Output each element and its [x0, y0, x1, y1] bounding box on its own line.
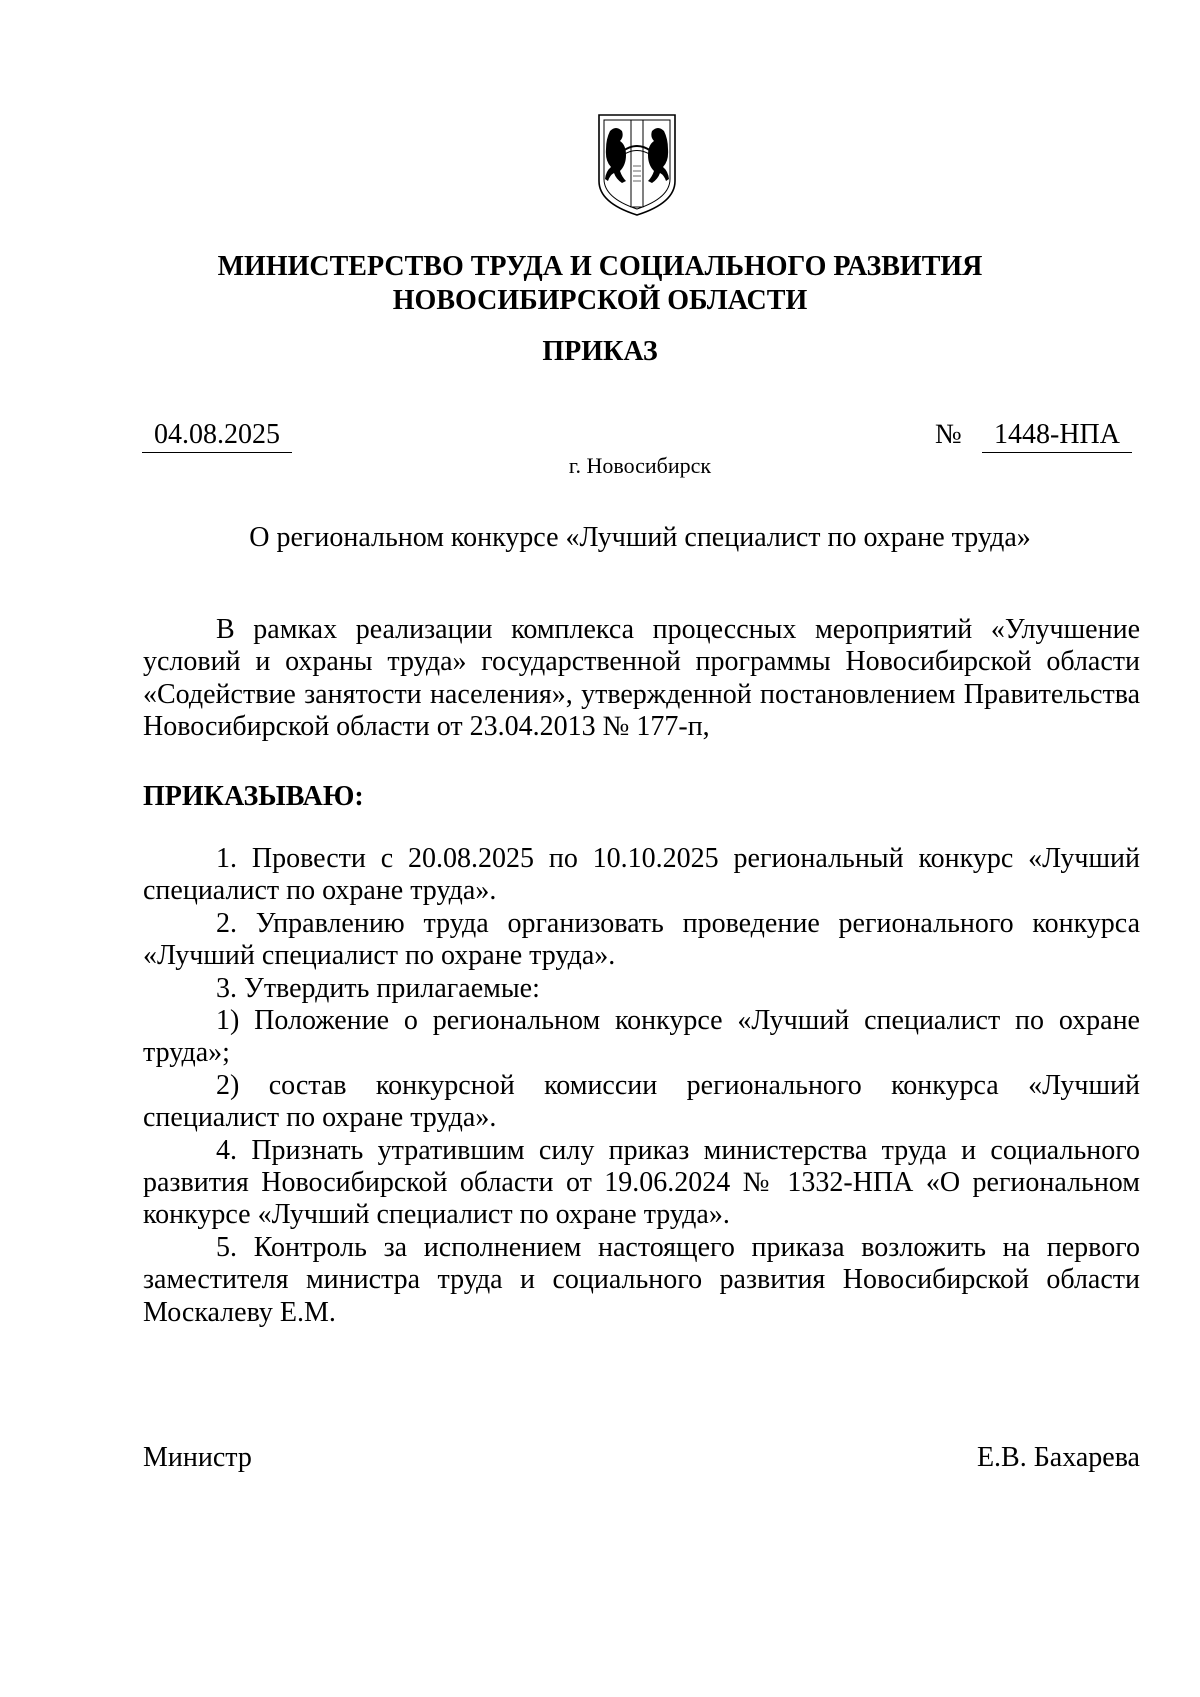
number-sign: № [935, 419, 962, 450]
signatory-name: Е.В. Бахарева [976, 1442, 1140, 1473]
intro-paragraph: В рамках реализации комплекса процессных мероприятий «Улучшение условий и охраны труда» государственной программы Новосибирской области «Содействие занятости населения», утвержденной постановлением Правительства Новосибирской области от 23.04.2013 № 177-п, [143, 614, 1140, 743]
order-item: 2. Управлению труда организовать проведение регионального конкурса «Лучший специалист по охране труда». [143, 907, 1140, 972]
document-date: 04.08.2025 [142, 418, 292, 453]
signatory-title: Министр [143, 1442, 252, 1473]
order-item: 2) состав конкурсной комиссии регионального конкурса «Лучший специалист по охране труда». [143, 1069, 1140, 1134]
coat-of-arms-icon [596, 111, 678, 219]
document-subject: О региональном конкурсе «Лучший специалист по охране труда» [249, 522, 1031, 553]
order-word: ПРИКАЗЫВАЮ: [143, 781, 364, 812]
city-line: г. Новосибирск [568, 453, 712, 478]
order-items [143, 843, 1140, 1329]
order-item: 1. Провести с 20.08.2025 по 10.10.2025 региональный конкурс «Лучший специалист по охране труда». [143, 843, 1140, 907]
order-item: 3. Утвердить прилагаемые: [216, 972, 540, 1004]
order-item: 1) Положение о региональном конкурсе «Лучший специалист по охране труда»; [143, 1005, 1140, 1069]
order-item: 4. Признать утратившим силу приказ министерства труда и социального развития Новосибирской области от 19.06.2024 № 1332-НПА «О региональном конкурсе «Лучший специалист по охране труда». [143, 1134, 1140, 1231]
document-type-title: ПРИКАЗ [542, 336, 658, 367]
organization-name-line-2: НОВОСИБИРСКОЙ ОБЛАСТИ [392, 285, 808, 316]
order-item: 5. Контроль за исполнением настоящего приказа возложить на первого заместителя министра труда и социального развития Новосибирской области Москалеву Е.М. [143, 1231, 1140, 1328]
document-number: 1448-НПА [982, 418, 1132, 453]
organization-name-line-1: МИНИСТЕРСТВО ТРУДА И СОЦИАЛЬНОГО РАЗВИТИЯ [217, 251, 983, 282]
